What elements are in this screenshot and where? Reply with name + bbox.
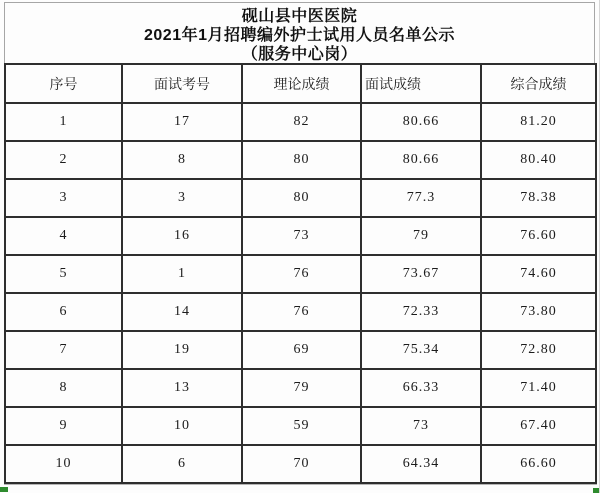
selection-handle-bottom-right-icon xyxy=(593,488,600,493)
table-row xyxy=(5,217,596,255)
table-cell: 81.20 xyxy=(481,103,596,141)
header-serial-number: 序号 xyxy=(5,64,122,103)
table-cell: 8 xyxy=(122,141,242,179)
table-cell: 3 xyxy=(122,179,242,217)
table-cell: 69 xyxy=(242,331,361,369)
table-cell: 76 xyxy=(242,293,361,331)
table-cell: 74.60 xyxy=(481,255,596,293)
table-cell: 1 xyxy=(122,255,242,293)
table-cell: 76.60 xyxy=(481,217,596,255)
table-cell: 73.80 xyxy=(481,293,596,331)
table-cell: 10 xyxy=(5,445,122,483)
table-cell: 79 xyxy=(361,217,481,255)
table-cell: 80 xyxy=(242,141,361,179)
table-cell: 7 xyxy=(5,331,122,369)
header-interview-number: 面试考号 xyxy=(122,64,242,103)
table-row xyxy=(5,255,596,293)
score-table xyxy=(4,63,597,484)
table-row xyxy=(5,141,596,179)
table-cell: 3 xyxy=(5,179,122,217)
table-cell: 14 xyxy=(122,293,242,331)
table-cell: 73 xyxy=(242,217,361,255)
table-cell: 78.38 xyxy=(481,179,596,217)
table-cell: 77.3 xyxy=(361,179,481,217)
table-header-row xyxy=(5,64,596,103)
table-row xyxy=(5,407,596,445)
table-cell: 79 xyxy=(242,369,361,407)
table-cell: 80.40 xyxy=(481,141,596,179)
table-cell: 6 xyxy=(122,445,242,483)
page-title-line-2: 2021年1月招聘编外护士试用人员名单公示 xyxy=(144,27,455,44)
table-cell: 6 xyxy=(5,293,122,331)
table-cell: 2 xyxy=(5,141,122,179)
header-composite-score: 综合成绩 xyxy=(481,64,596,103)
table-row xyxy=(5,103,596,141)
header-interview-score: 面试成绩 xyxy=(361,64,481,103)
table-cell: 1 xyxy=(5,103,122,141)
table-row xyxy=(5,445,596,483)
table-cell: 72.33 xyxy=(361,293,481,331)
table-cell: 10 xyxy=(122,407,242,445)
table-row xyxy=(5,331,596,369)
table-cell: 71.40 xyxy=(481,369,596,407)
selection-handle-bottom-left-icon xyxy=(0,487,8,492)
table-cell: 8 xyxy=(5,369,122,407)
table-cell: 70 xyxy=(242,445,361,483)
table-row xyxy=(5,293,596,331)
table-cell: 66.60 xyxy=(481,445,596,483)
table-cell: 19 xyxy=(122,331,242,369)
table-cell: 17 xyxy=(122,103,242,141)
table-cell: 72.80 xyxy=(481,331,596,369)
table-cell: 59 xyxy=(242,407,361,445)
table-cell: 16 xyxy=(122,217,242,255)
page-title-line-1: 砚山县中医医院 xyxy=(241,8,358,25)
table-cell: 80.66 xyxy=(361,141,481,179)
page-title-line-3: （服务中心岗） xyxy=(241,46,358,63)
table-cell: 13 xyxy=(122,369,242,407)
table-cell: 67.40 xyxy=(481,407,596,445)
header-theory-score: 理论成绩 xyxy=(242,64,361,103)
table-cell: 9 xyxy=(5,407,122,445)
table-cell: 76 xyxy=(242,255,361,293)
table-cell: 75.34 xyxy=(361,331,481,369)
table-cell: 64.34 xyxy=(361,445,481,483)
score-table-body xyxy=(5,103,596,483)
table-cell: 73.67 xyxy=(361,255,481,293)
table-cell: 5 xyxy=(5,255,122,293)
table-cell: 4 xyxy=(5,217,122,255)
title-block xyxy=(4,2,595,63)
table-cell: 82 xyxy=(242,103,361,141)
table-cell: 80 xyxy=(242,179,361,217)
table-cell: 66.33 xyxy=(361,369,481,407)
table-row xyxy=(5,369,596,407)
table-cell: 80.66 xyxy=(361,103,481,141)
table-row xyxy=(5,179,596,217)
table-cell: 73 xyxy=(361,407,481,445)
